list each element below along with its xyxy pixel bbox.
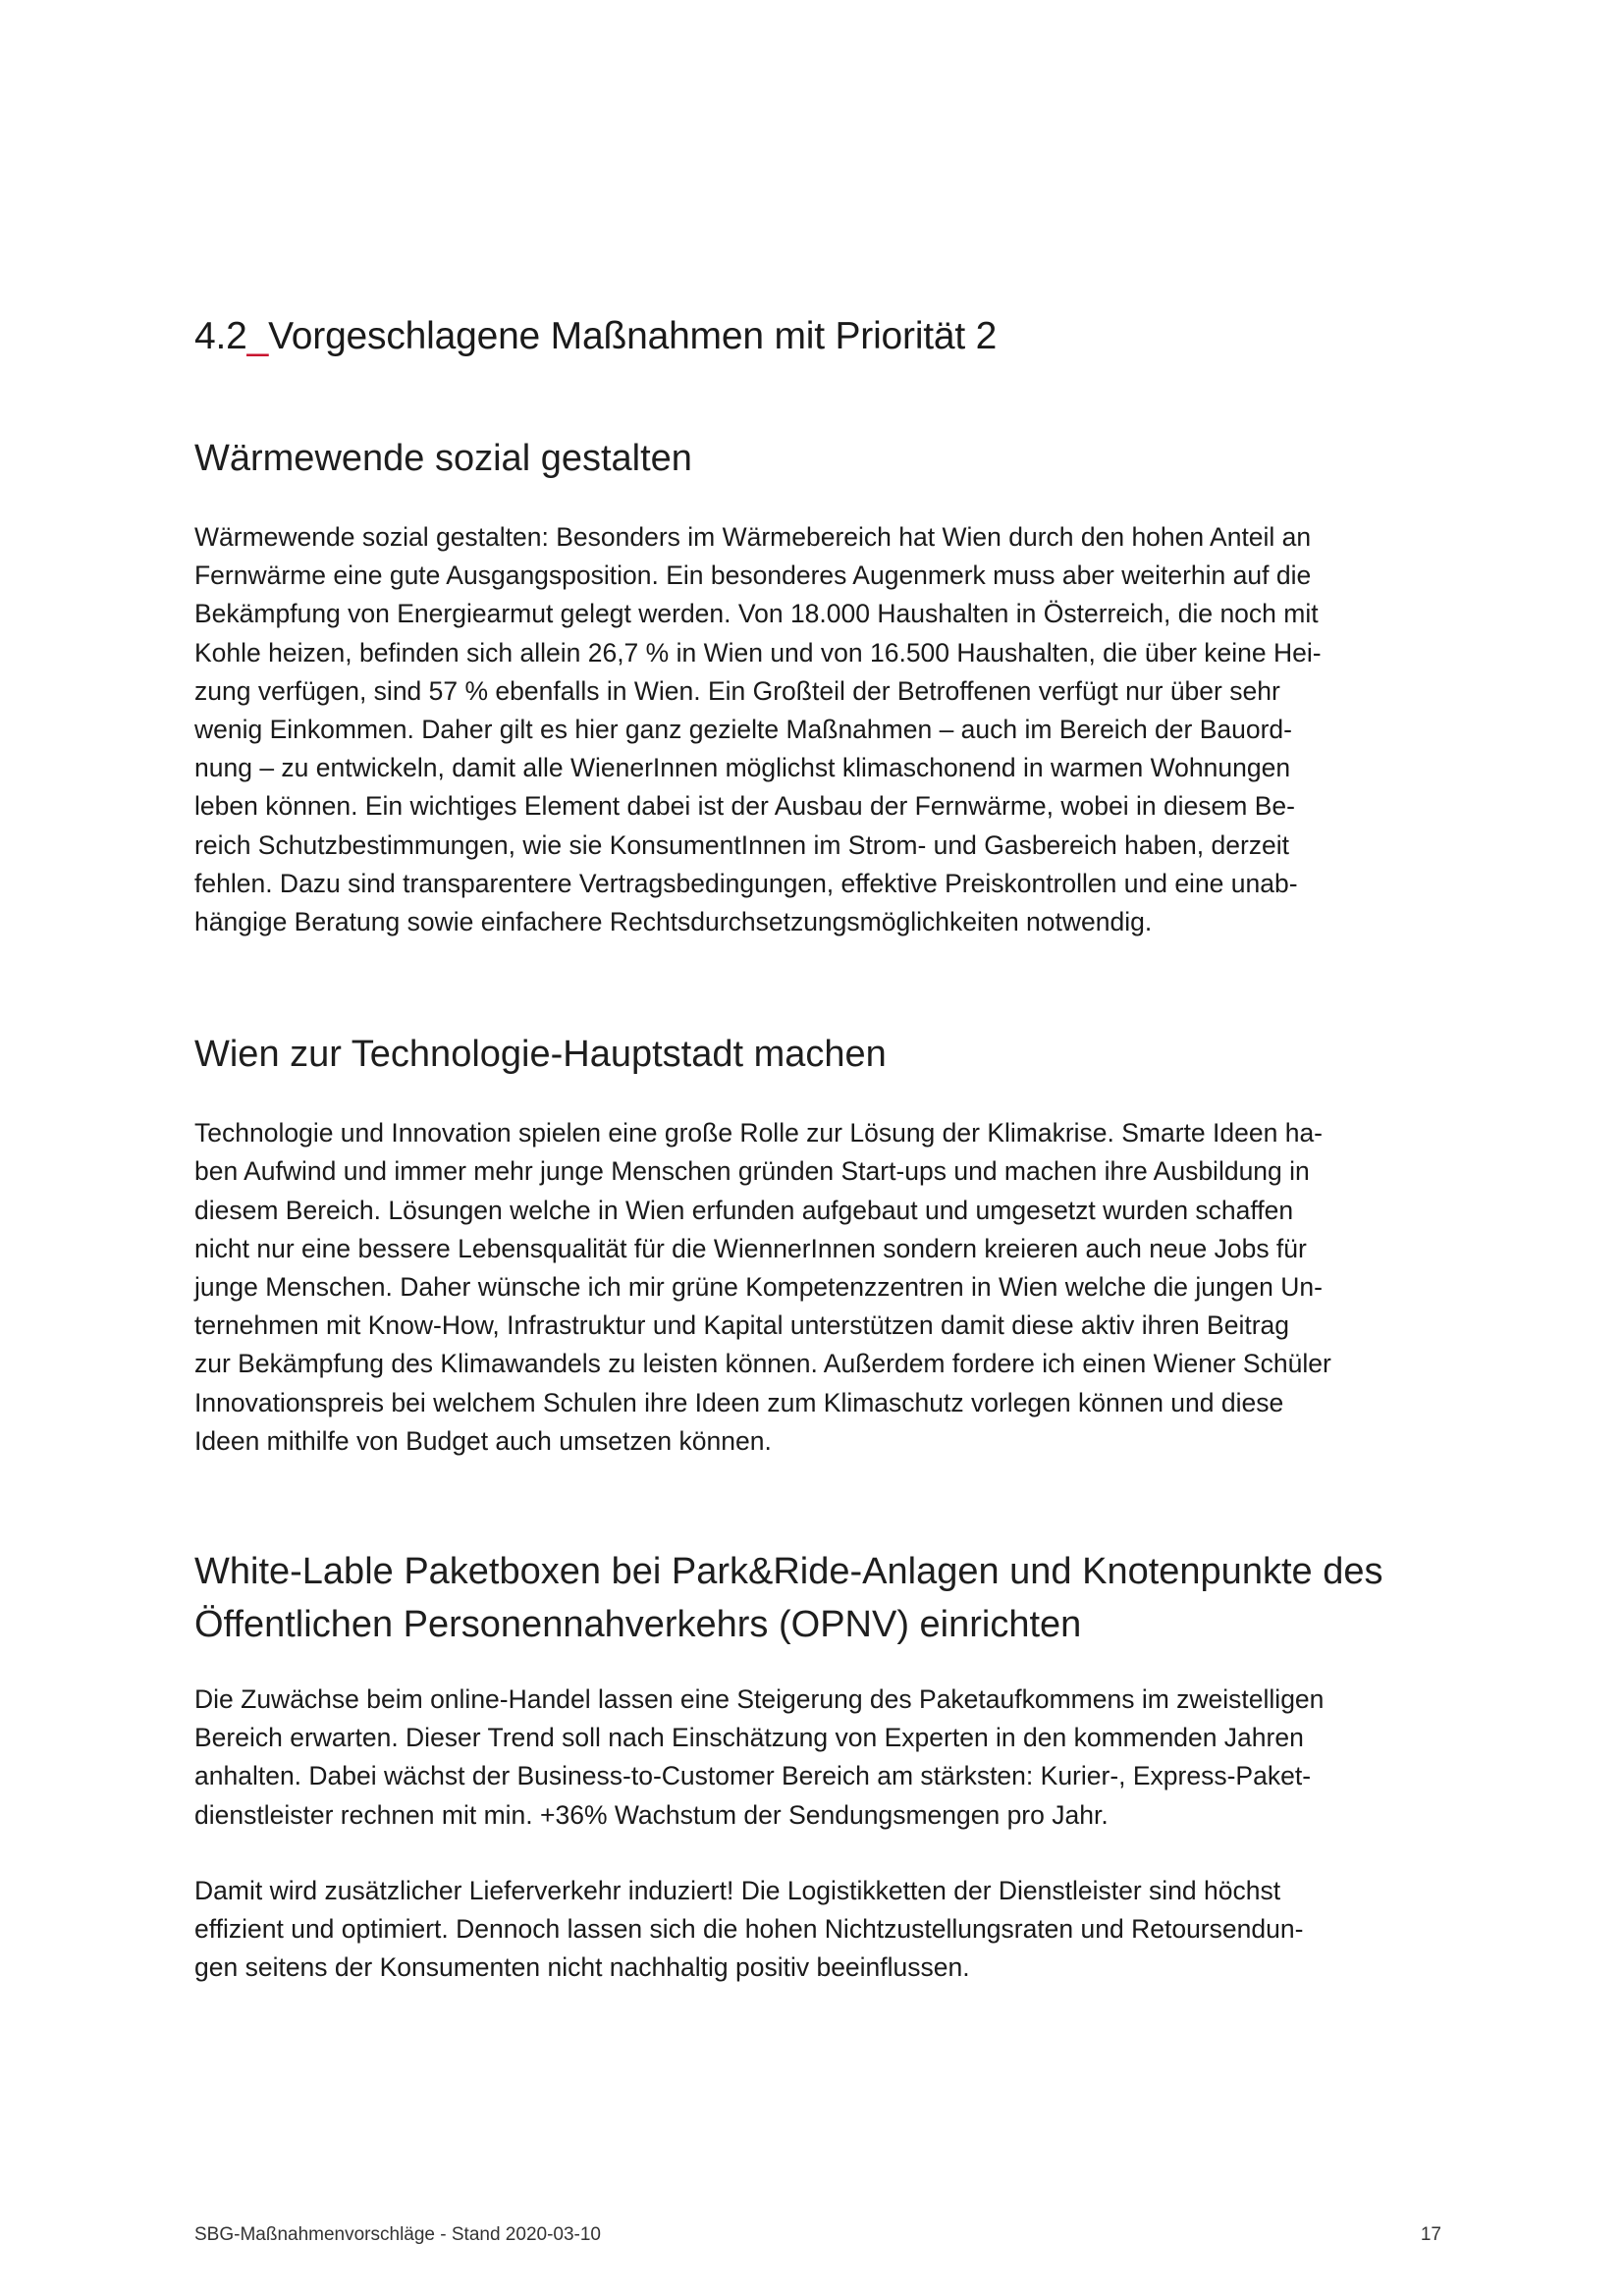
page-footer [194, 2224, 1441, 2246]
section-title-line: Wien zur Technologie-Hauptstadt machen [194, 1034, 887, 1076]
footer-document-info: SBG-Maßnahmenvorschläge - Stand 2020-03-10 [194, 2224, 602, 2245]
page-content [194, 314, 1441, 1987]
chapter-separator: _ [246, 315, 269, 357]
text-line: zur Bekämpfung des Klimawandels zu leisten können. Außerdem fordere ich einen Wiener Schüler [194, 1349, 1331, 1379]
text-line: Ideen mithilfe von Budget auch umsetzen können. [194, 1425, 772, 1456]
text-line: ternehmen mit Know-How, Infrastruktur und Kapital unterstützen damit diese aktiv ihren Beitrag [194, 1310, 1290, 1341]
text-line: Technologie und Innovation spielen eine große Rolle zur Lösung der Klimakrise. Smarte Ideen ha- [194, 1118, 1324, 1148]
text-line: zung verfügen, sind 57 % ebenfalls in Wien. Ein Großteil der Betroffenen verfügt nur über sehr [194, 675, 1280, 706]
text-line: Innovationspreis bei welchem Schulen ihre Ideen zum Klimaschutz vorlegen können und diese [194, 1387, 1284, 1417]
paragraph-paketboxen-2 [194, 1872, 1441, 1988]
page-number: 17 [1420, 2224, 1441, 2245]
text-line: nung – zu entwickeln, damit alle WienerInnen möglichst klimaschonend in warmen Wohnungen [194, 753, 1291, 783]
text-line: junge Menschen. Daher wünsche ich mir grüne Kompetenzzentren in Wien welche die jungen Un- [194, 1272, 1323, 1303]
text-line: fehlen. Dazu sind transparentere Vertragsbedingungen, effektive Preiskontrollen und eine unab- [194, 868, 1298, 898]
text-line: Fernwärme eine gute Ausgangsposition. Ein besonderes Augenmerk muss aber weiterhin auf die [194, 561, 1312, 591]
text-line: dienstleister rechnen mit min. +36% Wachstum der Sendungsmengen pro Jahr. [194, 1799, 1109, 1830]
text-line: Kohle heizen, befinden sich allein 26,7 % in Wien und von 16.500 Haushalten, die über keine Hei- [194, 637, 1322, 667]
paragraph-paketboxen-1 [194, 1681, 1441, 1835]
text-line: Bereich erwarten. Dieser Trend soll nach Einschätzung von Experten in den kommenden Jahren [194, 1723, 1304, 1753]
text-line: wenig Einkommen. Daher gilt es hier ganz gezielte Maßnahmen – auch im Bereich der Bauord- [194, 715, 1292, 745]
chapter-title-text: Vorgeschlagene Maßnahmen mit Priorität 2 [268, 315, 998, 357]
text-line: diesem Bereich. Lösungen welche in Wien erfunden aufgebaut und umgesetzt wurden schaffen [194, 1195, 1294, 1225]
section-title-paketboxen [194, 1545, 1441, 1651]
paragraph-technologie [194, 1114, 1441, 1461]
text-line: effizient und optimiert. Dennoch lassen sich die hohen Nichtzustellungsraten und Retoursendun- [194, 1914, 1304, 1945]
chapter-title [194, 314, 1441, 359]
text-line: Wärmewende sozial gestalten: Besonders im Wärmebereich hat Wien durch den hohen Anteil an [194, 522, 1312, 552]
section-title-technologie [194, 1028, 1441, 1081]
text-line: gen seitens der Konsumenten nicht nachhaltig positiv beeinflussen. [194, 1952, 970, 1983]
text-line: Die Zuwächse beim online-Handel lassen eine Steigerung des Paketaufkommens im zweistelligen [194, 1684, 1325, 1715]
section-title-line: des Öffentlichen Personennahverkehrs (OPNV) einrichten [194, 1551, 1383, 1646]
section-title-line: White-Lable Paketboxen bei Park&Ride-Anlagen und Knotenpunkte [194, 1551, 1313, 1593]
section-title-line: Wärmewende sozial gestalten [194, 438, 692, 479]
text-line: ben Aufwind und immer mehr junge Menschen gründen Start-ups und machen ihre Ausbildung in [194, 1156, 1310, 1187]
text-line: hängige Beratung sowie einfachere Rechtsdurchsetzungsmöglichkeiten notwendig. [194, 907, 1153, 937]
text-line: nicht nur eine bessere Lebensqualität für die WiennerInnen sondern kreieren auch neue Jobs für [194, 1233, 1307, 1263]
text-line: reich Schutzbestimmungen, wie sie KonsumentInnen im Strom- und Gasbereich haben, derzeit [194, 829, 1290, 860]
paragraph-waermewende [194, 518, 1441, 941]
chapter-number: 4.2 [194, 315, 247, 357]
text-line: leben können. Ein wichtiges Element dabei ist der Ausbau der Fernwärme, wobei in diesem Be- [194, 791, 1295, 822]
text-line: Damit wird zusätzlicher Lieferverkehr induziert! Die Logistikketten der Dienstleister sind höchst [194, 1875, 1281, 1905]
text-line: anhalten. Dabei wächst der Business-to-Customer Bereich am stärksten: Kurier-, Express-Paket- [194, 1761, 1312, 1791]
section-title-waermewende [194, 432, 1441, 485]
text-line: Bekämpfung von Energiearmut gelegt werden. Von 18.000 Haushalten in Österreich, die noch mit [194, 599, 1319, 629]
